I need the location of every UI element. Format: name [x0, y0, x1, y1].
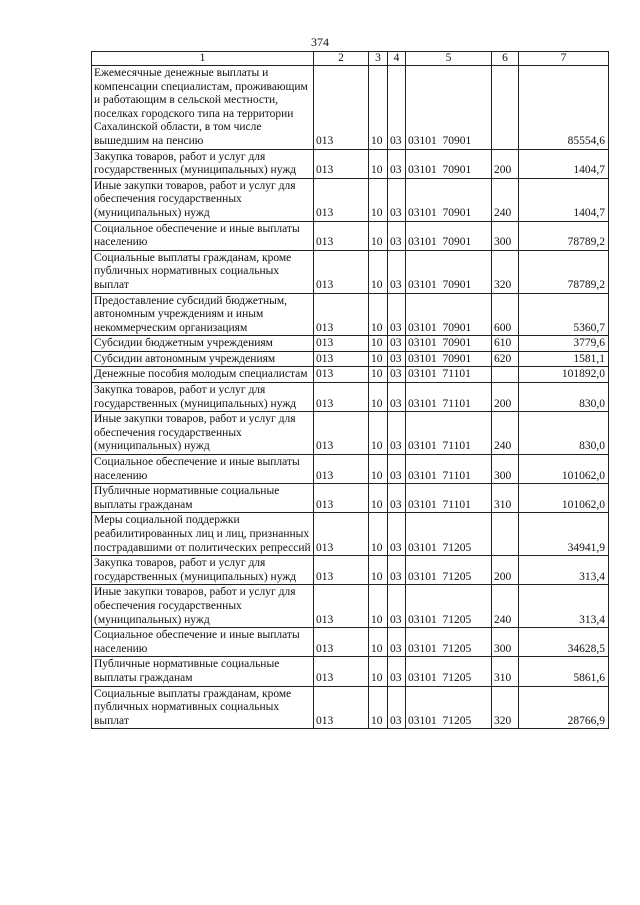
cell-section: 10 — [369, 336, 388, 352]
cell-subsection: 03 — [388, 293, 406, 336]
table-row — [92, 66, 609, 150]
cell-section: 10 — [369, 149, 388, 178]
cell-ministry-code: 013 — [314, 66, 369, 150]
cell-section: 10 — [369, 293, 388, 336]
cell-expense-type — [492, 513, 519, 556]
header-col-1: 1 — [92, 52, 314, 66]
cell-section: 10 — [369, 383, 388, 412]
cell-ministry-code: 013 — [314, 149, 369, 178]
header-col-7: 7 — [519, 52, 609, 66]
cell-subsection: 03 — [388, 250, 406, 293]
cell-expense-type: 310 — [492, 657, 519, 686]
cell-amount: 830,0 — [519, 383, 609, 412]
cell-ministry-code: 013 — [314, 383, 369, 412]
table-row — [92, 412, 609, 455]
cell-name: Денежные пособия молодым специалистам — [92, 367, 314, 383]
cell-amount: 34941,9 — [519, 513, 609, 556]
cell-ministry-code: 013 — [314, 686, 369, 729]
cell-subsection: 03 — [388, 412, 406, 455]
table-row — [92, 484, 609, 513]
cell-amount: 78789,2 — [519, 221, 609, 250]
cell-section: 10 — [369, 513, 388, 556]
cell-ministry-code: 013 — [314, 221, 369, 250]
cell-expense-type: 620 — [492, 351, 519, 367]
cell-amount: 34628,5 — [519, 628, 609, 657]
cell-subsection: 03 — [388, 221, 406, 250]
cell-subsection: 03 — [388, 556, 406, 585]
cell-expense-type: 200 — [492, 149, 519, 178]
table-row — [92, 178, 609, 221]
cell-target-article: 03101 70901 — [406, 221, 492, 250]
table-row — [92, 556, 609, 585]
cell-expense-type: 600 — [492, 293, 519, 336]
header-col-3: 3 — [369, 52, 388, 66]
cell-subsection: 03 — [388, 513, 406, 556]
cell-subsection: 03 — [388, 66, 406, 150]
cell-ministry-code: 013 — [314, 556, 369, 585]
cell-subsection: 03 — [388, 686, 406, 729]
cell-amount: 3779,6 — [519, 336, 609, 352]
cell-name: Публичные нормативные социальные выплаты гражданам — [92, 657, 314, 686]
cell-amount: 313,4 — [519, 556, 609, 585]
cell-target-article: 03101 71205 — [406, 513, 492, 556]
cell-expense-type: 200 — [492, 556, 519, 585]
table-row — [92, 455, 609, 484]
cell-amount: 5360,7 — [519, 293, 609, 336]
table-row — [92, 383, 609, 412]
cell-section: 10 — [369, 628, 388, 657]
cell-target-article: 03101 71101 — [406, 455, 492, 484]
cell-expense-type: 240 — [492, 585, 519, 628]
table-row — [92, 657, 609, 686]
cell-ministry-code: 013 — [314, 367, 369, 383]
cell-expense-type: 310 — [492, 484, 519, 513]
cell-section: 10 — [369, 367, 388, 383]
cell-section: 10 — [369, 556, 388, 585]
cell-name: Предоставление субсидий бюджетным, автономным учреждениям и иным некоммерческим организациям — [92, 293, 314, 336]
table-row — [92, 221, 609, 250]
table-row — [92, 585, 609, 628]
cell-name: Закупка товаров, работ и услуг для государственных (муниципальных) нужд — [92, 556, 314, 585]
cell-expense-type: 240 — [492, 178, 519, 221]
cell-target-article: 03101 71101 — [406, 484, 492, 513]
cell-target-article: 03101 71205 — [406, 585, 492, 628]
cell-target-article: 03101 70901 — [406, 66, 492, 150]
cell-subsection: 03 — [388, 336, 406, 352]
cell-name: Социальные выплаты гражданам, кроме публичных нормативных социальных выплат — [92, 250, 314, 293]
cell-ministry-code: 013 — [314, 351, 369, 367]
cell-name: Закупка товаров, работ и услуг для государственных (муниципальных) нужд — [92, 383, 314, 412]
cell-expense-type — [492, 367, 519, 383]
cell-section: 10 — [369, 66, 388, 150]
cell-amount: 28766,9 — [519, 686, 609, 729]
cell-name: Ежемесячные денежные выплаты и компенсации специалистам, проживающим и работающим в сельской местности, поселках городского типа на территории Сахалинской области, в том числе вышедшим на пенсию — [92, 66, 314, 150]
cell-ministry-code: 013 — [314, 628, 369, 657]
cell-target-article: 03101 71101 — [406, 383, 492, 412]
cell-ministry-code: 013 — [314, 293, 369, 336]
cell-expense-type: 300 — [492, 628, 519, 657]
cell-section: 10 — [369, 686, 388, 729]
cell-section: 10 — [369, 412, 388, 455]
table-row — [92, 336, 609, 352]
cell-name: Субсидии бюджетным учреждениям — [92, 336, 314, 352]
cell-name: Субсидии автономным учреждениям — [92, 351, 314, 367]
cell-subsection: 03 — [388, 455, 406, 484]
cell-subsection: 03 — [388, 178, 406, 221]
header-col-4: 4 — [388, 52, 406, 66]
table-row — [92, 250, 609, 293]
cell-name: Социальные выплаты гражданам, кроме публичных нормативных социальных выплат — [92, 686, 314, 729]
cell-expense-type: 300 — [492, 221, 519, 250]
cell-ministry-code: 013 — [314, 412, 369, 455]
cell-section: 10 — [369, 250, 388, 293]
cell-name: Закупка товаров, работ и услуг для государственных (муниципальных) нужд — [92, 149, 314, 178]
cell-expense-type: 200 — [492, 383, 519, 412]
table-body — [92, 66, 609, 729]
cell-ministry-code: 013 — [314, 657, 369, 686]
cell-amount: 313,4 — [519, 585, 609, 628]
cell-target-article: 03101 70901 — [406, 293, 492, 336]
cell-expense-type: 320 — [492, 686, 519, 729]
cell-name: Социальное обеспечение и иные выплаты населению — [92, 628, 314, 657]
cell-target-article: 03101 71101 — [406, 367, 492, 383]
cell-amount: 1581,1 — [519, 351, 609, 367]
cell-expense-type: 320 — [492, 250, 519, 293]
cell-subsection: 03 — [388, 585, 406, 628]
page-number: 374 — [311, 35, 329, 49]
cell-amount: 78789,2 — [519, 250, 609, 293]
cell-section: 10 — [369, 221, 388, 250]
cell-expense-type: 610 — [492, 336, 519, 352]
cell-section: 10 — [369, 455, 388, 484]
header-row — [92, 52, 609, 66]
table-row — [92, 351, 609, 367]
cell-subsection: 03 — [388, 657, 406, 686]
table-row — [92, 149, 609, 178]
cell-target-article: 03101 70901 — [406, 149, 492, 178]
cell-expense-type — [492, 66, 519, 150]
table-row — [92, 293, 609, 336]
cell-target-article: 03101 71101 — [406, 412, 492, 455]
cell-subsection: 03 — [388, 367, 406, 383]
cell-ministry-code: 013 — [314, 250, 369, 293]
table-row — [92, 513, 609, 556]
cell-target-article: 03101 70901 — [406, 351, 492, 367]
header-col-6: 6 — [492, 52, 519, 66]
cell-subsection: 03 — [388, 484, 406, 513]
cell-ministry-code: 013 — [314, 484, 369, 513]
cell-name: Меры социальной поддержки реабилитированных лиц и лиц, признанных пострадавшими от политических репрессий — [92, 513, 314, 556]
cell-target-article: 03101 70901 — [406, 250, 492, 293]
cell-section: 10 — [369, 351, 388, 367]
cell-name: Иные закупки товаров, работ и услуг для обеспечения государственных (муниципальных) нужд — [92, 412, 314, 455]
header-col-2: 2 — [314, 52, 369, 66]
cell-target-article: 03101 71205 — [406, 657, 492, 686]
cell-ministry-code: 013 — [314, 455, 369, 484]
cell-amount: 1404,7 — [519, 178, 609, 221]
cell-expense-type: 240 — [492, 412, 519, 455]
cell-name: Иные закупки товаров, работ и услуг для обеспечения государственных (муниципальных) нужд — [92, 585, 314, 628]
header-col-5: 5 — [406, 52, 492, 66]
cell-ministry-code: 013 — [314, 336, 369, 352]
cell-section: 10 — [369, 585, 388, 628]
budget-table — [91, 51, 609, 729]
cell-amount: 85554,6 — [519, 66, 609, 150]
cell-subsection: 03 — [388, 149, 406, 178]
cell-expense-type: 300 — [492, 455, 519, 484]
cell-target-article: 03101 71205 — [406, 628, 492, 657]
cell-amount: 101062,0 — [519, 455, 609, 484]
cell-name: Иные закупки товаров, работ и услуг для обеспечения государственных (муниципальных) нужд — [92, 178, 314, 221]
cell-section: 10 — [369, 178, 388, 221]
table-row — [92, 367, 609, 383]
cell-subsection: 03 — [388, 351, 406, 367]
cell-subsection: 03 — [388, 383, 406, 412]
cell-amount: 5861,6 — [519, 657, 609, 686]
cell-section: 10 — [369, 657, 388, 686]
cell-target-article: 03101 70901 — [406, 336, 492, 352]
table-row — [92, 686, 609, 729]
budget-table-container — [91, 51, 608, 729]
cell-amount: 830,0 — [519, 412, 609, 455]
cell-amount: 101062,0 — [519, 484, 609, 513]
cell-amount: 1404,7 — [519, 149, 609, 178]
cell-target-article: 03101 71205 — [406, 686, 492, 729]
cell-name: Социальное обеспечение и иные выплаты населению — [92, 221, 314, 250]
cell-ministry-code: 013 — [314, 178, 369, 221]
table-row — [92, 628, 609, 657]
table-header — [92, 52, 609, 66]
cell-subsection: 03 — [388, 628, 406, 657]
cell-ministry-code: 013 — [314, 585, 369, 628]
cell-target-article: 03101 70901 — [406, 178, 492, 221]
cell-ministry-code: 013 — [314, 513, 369, 556]
cell-section: 10 — [369, 484, 388, 513]
cell-target-article: 03101 71205 — [406, 556, 492, 585]
cell-name: Социальное обеспечение и иные выплаты населению — [92, 455, 314, 484]
cell-amount: 101892,0 — [519, 367, 609, 383]
cell-name: Публичные нормативные социальные выплаты гражданам — [92, 484, 314, 513]
